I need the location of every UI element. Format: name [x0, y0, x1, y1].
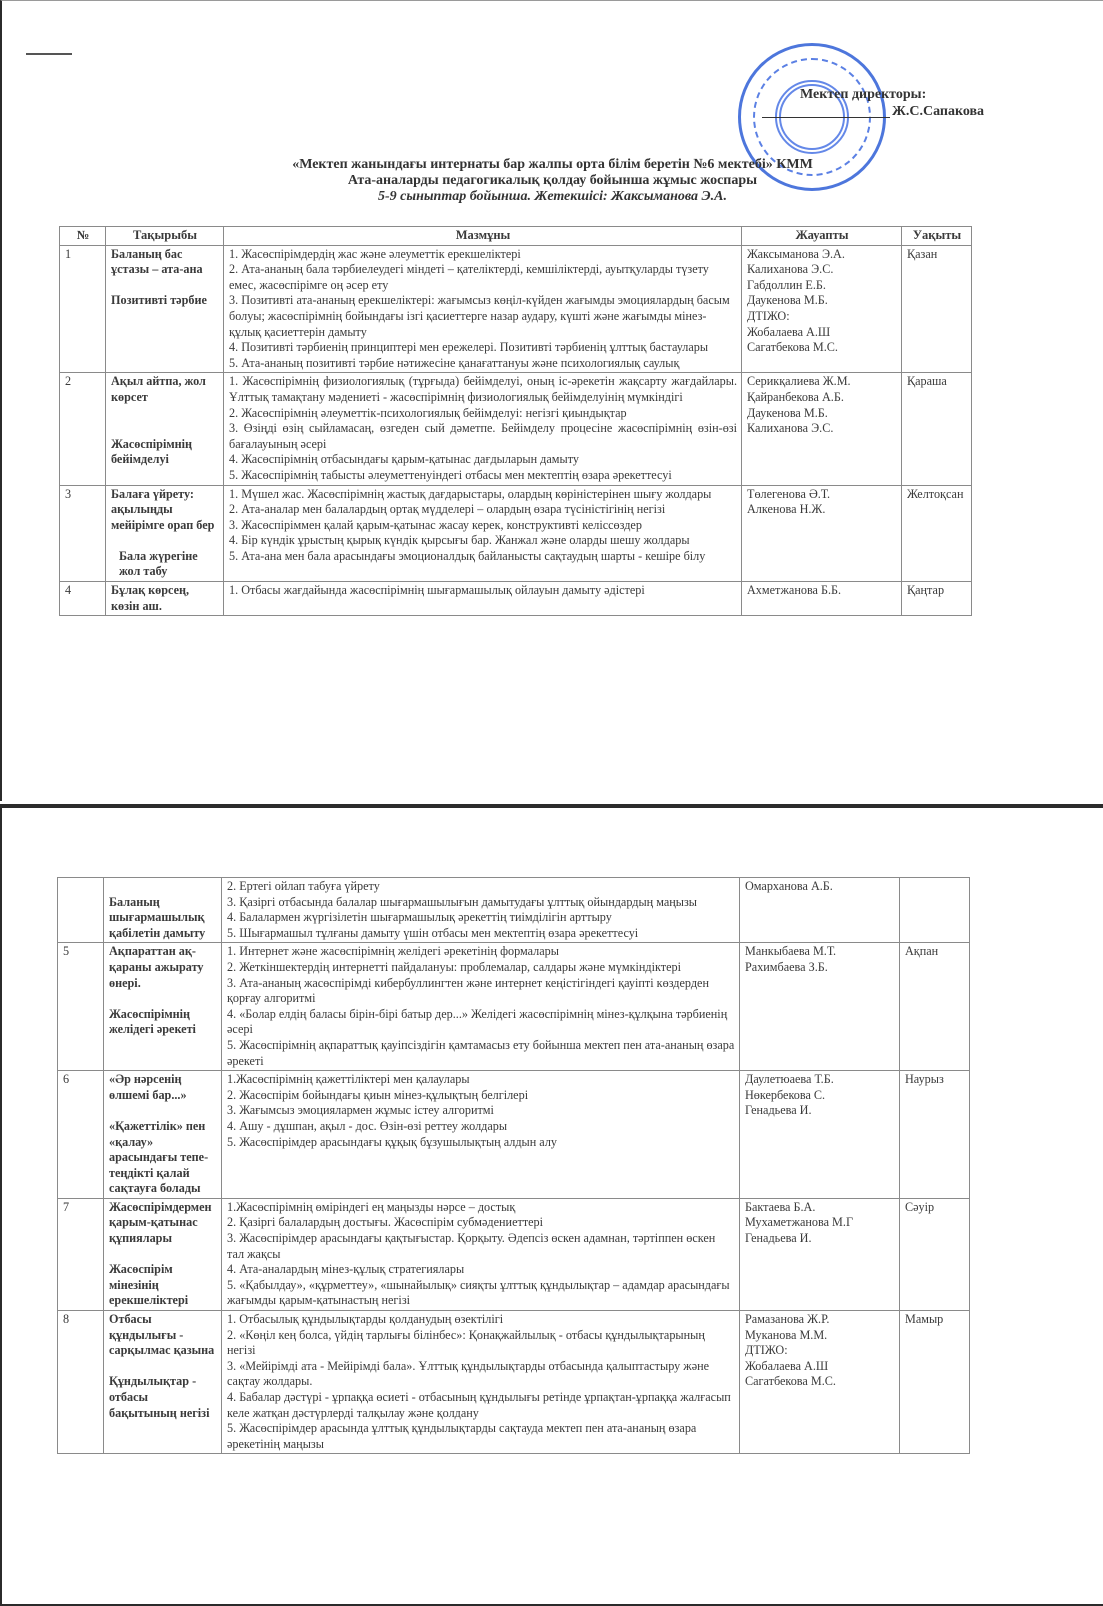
row-topic	[104, 1071, 222, 1199]
responsible-person: Рахимбаева З.Б.	[745, 959, 828, 974]
title-line-3: 5-9 сыныптар бойынша. Жетекшісі: Жаксыманова Э.А.	[377, 189, 727, 204]
responsible-person: Омарханова А.Б.	[745, 879, 833, 893]
content-item: 3. Ата-ананың жасөспірімді кибербуллингтен және интернет кеңістігіндегі қауіпті көздерден қорғау алгоритмі	[227, 975, 709, 1006]
row-time-empty	[900, 878, 970, 943]
responsible-person: Нөкербекова С.	[745, 1087, 826, 1102]
content-item: 5. Ата-ананың позитивті тәрбие нәтижесіне қанағаттануы және психологиялық саулық	[229, 355, 680, 370]
content-item: 2. Қазіргі балалардың достығы. Жасөспірім субмәдениеттері	[227, 1215, 544, 1230]
row-topic	[106, 485, 224, 582]
topic-title: Жасөспірімдермен қарым-қатынас құпиялары	[109, 1199, 212, 1246]
responsible-person: Генадьева И.	[745, 1231, 812, 1246]
topic-title: Ақпараттан ақ-қараны ажырату өнері.	[109, 944, 204, 990]
table-row	[60, 245, 972, 373]
content-item: 3. Өзіңді өзің сыйламасаң, өзгеден сый дәметпе. Бейімделу процесіне жасөспірімнің өзін-өзі бағалауының әсері	[229, 421, 737, 451]
row-number: 3	[60, 485, 106, 582]
content-item: 1. Мүшел жас. Жасөспірімнің жастық дағдарыстары, олардың көріністерінен шығу жолдары	[229, 486, 712, 501]
row-number: 2	[60, 373, 106, 485]
row-number: 7	[58, 1198, 104, 1310]
content-item: 4. Ата-аналардың мінез-құлық стратегиялары	[227, 1262, 465, 1277]
content-item: 4. Балалармен жүргізілетін шығармашылық әрекеттің тиімділігін арттыру	[227, 910, 612, 925]
row-content	[224, 373, 742, 485]
content-item: 1. Интернет және жасөспірімнің желідегі әрекетінің формалары	[227, 944, 559, 959]
row-responsible	[740, 943, 900, 1071]
content-item: 1. Отбасы жағдайында жасөспірімнің шығармашылық ойлауын дамыту әдістері	[229, 583, 645, 598]
row-content	[224, 582, 742, 616]
row-number-empty	[58, 878, 104, 943]
responsible-person: ДТІЖО:	[747, 308, 790, 323]
content-item: 5. Шығармашыл тұлғаны дамыту үшін отбасы мен мектептің өзара әрекеттесуі	[227, 925, 639, 940]
column-header-responsible: Жауапты	[742, 227, 902, 246]
row-content	[222, 1071, 740, 1199]
row-responsible	[742, 485, 902, 582]
content-item: 4. Бір күндік ұрыстың қырық күндік қырсығы бар. Жанжал және оларды шешу жолдары	[229, 533, 690, 548]
table-row	[58, 1198, 970, 1310]
responsible-person: Жаксыманова Э.А.	[747, 246, 845, 261]
row-time: Мамыр	[900, 1311, 970, 1454]
content-item: 5. Жасөспірімдер арасындағы құқық бұзушылықтың алдын алу	[227, 1134, 557, 1149]
responsible-person: Сагатбекова М.С.	[745, 1374, 836, 1389]
responsible-person: ДТІЖО:	[745, 1343, 788, 1358]
content-item: 1.Жасөспірімнің қажеттіліктері мен қалаулары	[227, 1072, 470, 1087]
content-item: 3. Жасөспірімдер арасындағы қақтығыстар. Қорқыту. Әдепсіз өскен адамнан, тәртіппен өскен тал жақсы	[227, 1231, 716, 1261]
row-topic	[106, 245, 224, 373]
director-name: Ж.С.Сапакова	[892, 104, 985, 119]
topic-subtitle: «Қажеттілік» пен «қалау» арасындағы тепе-теңдікті қалай сақтауға болады	[109, 1118, 209, 1196]
content-item: 2. Ертегі ойлап табуға үйрету	[227, 879, 380, 893]
row-topic	[104, 1311, 222, 1454]
row-responsible	[742, 245, 902, 373]
responsible-person: Қайранбекова А.Б.	[747, 389, 844, 404]
content-item: 3. Қазіргі отбасында балалар шығармашылығын дамытудағы ұлттық ойындардың маңызы	[227, 894, 697, 909]
work-plan-table-page-1	[59, 226, 972, 616]
responsible-person: Мухаметжанова М.Г	[745, 1215, 853, 1230]
content-item: 5. Жасөспірімнің ақпараттық қауіпсіздігін қамтамасыз ету бойынша мектеп пен ата-ананың өзара әрекеті	[227, 1037, 735, 1068]
row-responsible	[740, 878, 900, 943]
table-row	[58, 943, 970, 1071]
responsible-person: Ахметжанова Б.Б.	[747, 583, 842, 598]
content-item: 1.Жасөспірімнің өміріндегі ең маңызды нәрсе – достық	[227, 1199, 516, 1214]
row-time: Ақпан	[900, 943, 970, 1071]
table-row	[58, 1311, 970, 1454]
topic-title: «Әр нәрсенің өлшемі бар...»	[109, 1072, 187, 1102]
responsible-person: Муканова М.М.	[745, 1327, 828, 1342]
content-item: 2. Жасөспірімнің әлеуметтік-психологиялық бейімделуі: негізгі қиындықтар	[229, 405, 627, 420]
row-topic	[106, 582, 224, 616]
responsible-person: Бактаева Б.А.	[745, 1199, 816, 1214]
row-number: 1	[60, 245, 106, 373]
content-item: 1. Жасөспірімнің физиологиялық (тұрғыда) бейімделуі, оның іс-әрекетін жақсарту жағдайлары. Ұлттық тамақтану мәдениеті - жасөспірімнің физиологиялық бейімделуінің мүмкіндігі	[229, 374, 737, 404]
topic-subtitle: Жасөспірімнің желідегі әрекеті	[109, 1006, 196, 1037]
responsible-person: Даукенова М.Б.	[747, 405, 828, 420]
content-item: 4. Бабалар дәстүрі - ұрпаққа өсиеті - отбасының құндылығы ретінде ұрпақтан-ұрпаққа жалғасып келе жатқан дәстүрлерді талқылау және қолдану	[227, 1390, 731, 1420]
row-time: Наурыз	[900, 1071, 970, 1199]
content-item: 3. «Мейірімді ата - Мейірімді бала». Ұлттық құндылықтарды отбасында қалыптастыру және сақтау жолдары.	[227, 1358, 710, 1389]
approval-label: Мектеп директоры:	[800, 87, 927, 102]
row-content	[222, 1311, 740, 1454]
content-item: 5. Жасөспірімдер арасында ұлттық құндылықтарды сақтауда мектеп пен ата-ананың өзара әрекетінің маңызы	[227, 1421, 697, 1451]
row-number: 6	[58, 1071, 104, 1199]
content-item: 5. Ата-ана мен бала арасындағы эмоционалдық байланысты сақтаудың шарты - кешіре білу	[229, 548, 706, 563]
responsible-person: Даулетюаева Т.Б.	[745, 1072, 834, 1087]
content-item: 3. Жасөспіріммен қалай қарым-қатынас жасау керек, конструктивті келіссөздер	[229, 517, 642, 532]
row-number: 4	[60, 582, 106, 616]
row-time: Қаңтар	[902, 582, 972, 616]
topic-title: Балаға үйрету: ақылыңды мейірімге орап бер	[111, 486, 215, 532]
document-page-1	[0, 0, 1103, 801]
topic-title: Отбасы құндылығы - сарқылмас қазына	[109, 1312, 215, 1358]
row-content	[222, 878, 740, 943]
responsible-person: Төлегенова Ә.Т.	[747, 486, 831, 501]
row-content	[224, 245, 742, 373]
row-time: Сәуір	[900, 1198, 970, 1310]
content-item: 2. Жеткіншектердің интернетті пайдалануы: проблемалар, салдары және мүмкіндіктері	[227, 959, 681, 974]
content-item: 2. Жасөспірім бойындағы қиын мінез-құлықтың белгілері	[227, 1087, 529, 1102]
row-number: 8	[58, 1311, 104, 1454]
responsible-person: Калиханова Э.С.	[747, 262, 834, 277]
topic-title: Ақыл айтпа, жол көрсет	[111, 374, 206, 404]
content-item: 4. Ашу - дұшпан, ақыл - дос. Өзін-өзі реттеу жолдары	[227, 1118, 508, 1133]
row-topic	[104, 943, 222, 1071]
content-item: 1. Жасөспірімдердің жас және әлеуметтік ерекшеліктері	[229, 246, 521, 261]
content-item: 2. «Көңіл кең болса, үйдің тарлығы білінбес»: Қонақжайлылық - отбасы құндылықтарының негізі	[227, 1327, 705, 1358]
row-time: Қараша	[902, 373, 972, 485]
table-row	[60, 373, 972, 485]
document-title	[2, 157, 1103, 205]
row-number: 5	[58, 943, 104, 1071]
table-row	[58, 1071, 970, 1199]
responsible-person: Жобалаева А.Ш	[747, 324, 831, 339]
row-content	[222, 943, 740, 1071]
content-item: 4. Жасөспірімнің отбасындағы қарым-қатынас дағдыларын дамыту	[229, 452, 579, 467]
topic-subtitle: Бала жүрегіне жол табу	[119, 548, 198, 579]
responsible-person: Калиханова Э.С.	[747, 421, 834, 436]
row-responsible	[742, 582, 902, 616]
row-time: Қазан	[902, 245, 972, 373]
responsible-person: Сагатбекова М.С.	[747, 340, 838, 355]
column-header-time: Уақыты	[902, 227, 972, 246]
content-item: 5. Жасөспірімнің табысты әлеуметтенуіндегі отбасы мен мектептің өзара әрекеттесуі	[229, 467, 672, 482]
row-responsible	[740, 1311, 900, 1454]
row-content	[224, 485, 742, 582]
column-header-topic: Тақырыбы	[106, 227, 224, 246]
work-plan-table-page-2	[57, 877, 970, 1454]
responsible-person: Жобалаева А.Ш	[745, 1358, 829, 1373]
content-item: 3. Жағымсыз эмоциялармен жұмыс істеу алгоритмі	[227, 1103, 494, 1118]
row-topic	[104, 878, 222, 943]
table-row	[58, 878, 970, 943]
content-item: 4. «Болар елдің баласы бірін-бірі батыр дер...» Желідегі жасөспірімнің мінез-құлқына тәрбиенің әсері	[227, 1006, 728, 1037]
responsible-person: Серикқалиева Ж.М.	[747, 374, 851, 389]
responsible-person: Габдоллин Е.Б.	[747, 277, 826, 292]
row-responsible	[740, 1071, 900, 1199]
content-item: 5. «Қабылдау», «құрметтеу», «шынайылық» сияқты ұлттық құндылықтар – адамдар арасындағы жағымды қарым-қатынастың негізі	[227, 1277, 730, 1308]
table-header-row	[60, 227, 972, 246]
content-item: 2. Ата-ананың бала тәрбиелеудегі міндеті – қателіктерді, кемшіліктерді, ауытқуларды түзету емес, жасөспірімге оң әсер ету	[229, 262, 709, 292]
responsible-person: Алкенова Н.Ж.	[747, 502, 826, 517]
content-item: 4. Позитивті тәрбиенің принциптері мен ережелері. Позитивті тәрбиенің ұлттық бастаулары	[229, 340, 709, 355]
responsible-person: Манкыбаева М.Т.	[745, 944, 837, 959]
topic-title: Бұлақ көрсең, көзін аш.	[111, 583, 190, 613]
responsible-person: Даукенова М.Б.	[747, 293, 828, 308]
row-responsible	[740, 1198, 900, 1310]
content-item: 2. Ата-аналар мен балалардың ортақ мүдделері – олардың өзара түсіністігінің негізі	[229, 502, 666, 517]
responsible-person: Генадьева И.	[745, 1103, 812, 1118]
row-time: Желтоқсан	[902, 485, 972, 582]
row-responsible	[742, 373, 902, 485]
topic-subtitle: Жасөспірім мінезінің ерекшеліктері	[109, 1262, 189, 1308]
responsible-person: Рамазанова Ж.Р.	[745, 1312, 830, 1327]
title-line-1: «Мектеп жанындағы интернаты бар жалпы орта білім беретін №6 мектебі» КММ	[292, 157, 813, 172]
topic-title: Баланың бас ұстазы – ата-ана	[111, 246, 203, 277]
row-content	[222, 1198, 740, 1310]
topic-subtitle: Позитивті тәрбие	[111, 293, 207, 308]
row-topic	[104, 1198, 222, 1310]
content-item: 3. Позитивті ата-ананың ерекшеліктері: жағымсыз көңіл-күйден жағымды эмоциялардың басым болуы; жасөспірімнің бойындағы ізгі қасиеттерге назар аудару, күшті және жағымды мінез-құлық қасиеттерін дамыту	[229, 293, 730, 339]
title-line-2: Ата-аналарды педагогикалық қолдау бойынша жұмыс жоспары	[347, 173, 758, 188]
content-item: 1. Отбасылық құндылықтарды қолданудың өзектілігі	[227, 1312, 504, 1327]
signature-line	[762, 117, 890, 118]
topic-subtitle: Құндылықтар - отбасы бақытының негізі	[109, 1374, 210, 1420]
topic-subtitle: Жасөспірімнің бейімделуі	[111, 436, 193, 467]
row-topic	[106, 373, 224, 485]
column-header-number: №	[60, 227, 106, 246]
topic-subtitle: Баланың шығармашылық қабілетін дамыту	[109, 894, 206, 940]
column-header-content: Мазмұны	[224, 227, 742, 246]
table-row	[60, 485, 972, 582]
table-row	[60, 582, 972, 616]
dash-mark	[26, 53, 72, 55]
